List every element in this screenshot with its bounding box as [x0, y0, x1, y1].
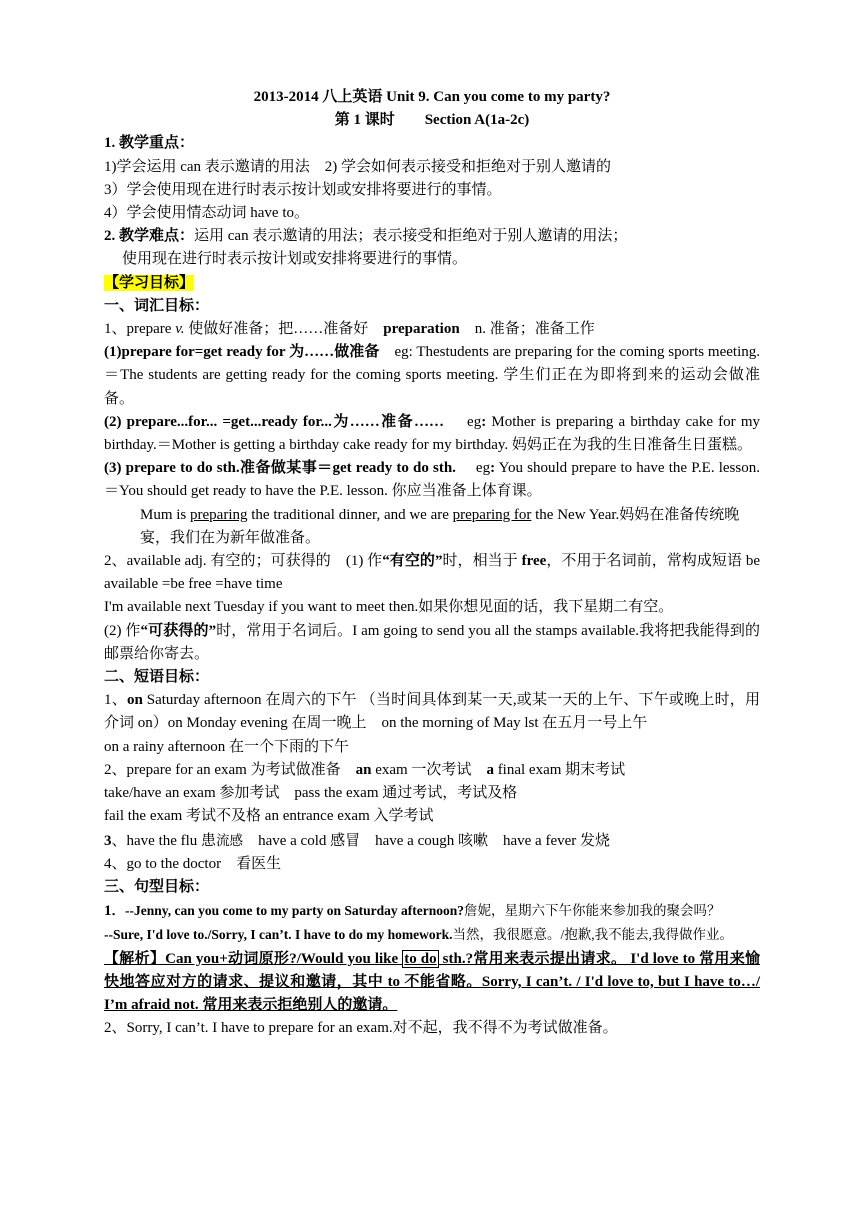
vocab-quote: “有空的”	[382, 553, 443, 570]
example-underlined: preparing	[190, 506, 248, 523]
usage-phrase: (1)prepare for=get ready for 为……做准备	[104, 344, 380, 361]
phrase-text: have a cold 感冒 have a cough 咳嗽 have a fever 发烧	[243, 832, 611, 849]
vocab-text: 1、prepare	[104, 321, 176, 338]
phrases-line-2	[104, 759, 760, 782]
phrase-text: 2、prepare for an exam 为考试做准备	[104, 761, 356, 778]
analysis-text: 【解析】Can you+动词原形?/Would you like	[104, 950, 403, 967]
vocab-text: 2、available adj. 有空的；可获得的 (1) 作	[104, 553, 383, 570]
phrases-line-1b: on a rainy afternoon 在一个下雨的下午	[104, 738, 349, 755]
sentence-english: --Sure, I'd love to./Sorry, I can’t. I have to do my homework.	[104, 927, 453, 943]
usage-phrase: (2) prepare...for... =get...ready for...为……准备……	[104, 413, 445, 430]
phrase-text: 流感	[216, 832, 244, 848]
usage-eg: eg	[444, 413, 482, 430]
phrases-line-3	[104, 829, 760, 853]
analysis-text: sth.?常用来表示提出请求。 I'd love to 常用来愉快地答应对方的请求、提议和邀请，其中 to 不能省略。Sorry, I can’t. / I'd love to, but I have to…/ I’m afraid not. 常用来表示拒绝别人的邀请。	[104, 950, 761, 1013]
vocab-mum-example	[104, 504, 760, 550]
analysis-note	[104, 948, 760, 1018]
phrases-line-2b: take/have an exam 参加考试 pass the exam 通过考试，考试及格	[104, 785, 518, 802]
phrase-text: exam 一次考试	[371, 761, 487, 778]
sentence-number: 1	[104, 903, 112, 920]
vocab-usage-1	[104, 341, 760, 411]
sentences-heading: 三、句型目标：	[104, 878, 210, 895]
vocab-word: free	[521, 553, 547, 570]
key-point-line: 4）学会使用情态动词 have to。	[104, 205, 309, 222]
vocab-text: (2) 作	[104, 622, 141, 639]
difficult-points	[104, 225, 760, 248]
sentence-1-question	[104, 899, 760, 923]
key-points-heading: 1. 教学重点：	[104, 135, 195, 152]
phrase-text: 、have the flu 患	[111, 832, 217, 849]
vocab-text: ，不用于名词前，常构成短语 be available =be free =have time	[104, 553, 760, 593]
vocab-available	[104, 550, 760, 596]
usage-example: eg: Thestudents are preparing for the coming sports meeting.＝The students are getting ready for the coming sports meeting. 学生们正在为即将到来的运动会做准备。	[104, 344, 760, 407]
document-page	[104, 86, 760, 1040]
usage-colon: :	[490, 460, 496, 477]
vocab-usage-3	[104, 457, 760, 503]
difficult-points-heading: 2. 教学难点：	[104, 228, 195, 245]
sentence-english: ．--Jenny, can you come to my party on Saturday afternoon?	[111, 903, 464, 919]
sentence-chinese: 当然，我很愿意。/抱歉,我不能去,我得做作业。	[452, 927, 734, 943]
example-text: Mum is	[140, 506, 191, 523]
phrase-text: 1、	[104, 692, 127, 709]
vocab-text: n. 准备；准备工作	[459, 321, 595, 338]
vocab-text: 时，常用于名词后。I am going to send you all the stamps available.我将把我能得到的邮票给你寄去。	[104, 622, 760, 662]
vocab-word: preparation	[383, 321, 460, 338]
vocab-available-example: I'm available next Tuesday if you want to meet then.如果你想见面的话，我下星期二有空。	[104, 599, 674, 616]
example-underlined: preparing for	[452, 506, 532, 523]
document-title: 2013-2014 八上英语 Unit 9. Can you come to my party?	[253, 89, 611, 105]
phrases-line-4: 4、go to the doctor 看医生	[104, 855, 282, 872]
sentence-1-answer	[104, 923, 760, 947]
phrases-line-1	[104, 689, 760, 735]
usage-colon: :	[481, 413, 487, 430]
phrases-heading: 二、短语目标：	[104, 669, 210, 686]
vocab-pos: v.	[175, 321, 185, 338]
phrase-keyword: on	[126, 692, 143, 709]
vocab-prepare	[104, 318, 760, 341]
goals-tag-line	[104, 272, 760, 295]
goals-tag: 【学习目标】	[104, 274, 195, 291]
usage-phrase: (3) prepare to do sth.准备做某事＝get ready to do sth.	[104, 460, 456, 477]
vocab-usage-2	[104, 411, 760, 457]
phrase-keyword: an	[355, 761, 372, 778]
phrase-text: final exam 期末考试	[493, 761, 626, 778]
usage-example: You should prepare to have the P.E. lesson.＝You should get ready to have the P.E. lesson. 你应当准备上体育课。	[104, 460, 760, 500]
vocab-heading: 一、词汇目标：	[104, 297, 210, 314]
document-subtitle: 第 1 课时 Section A(1a-2c)	[334, 112, 530, 129]
usage-example: Mother is preparing a birthday cake for my birthday.＝Mother is getting a birthday cake ready for my birthday. 妈妈正在为我的生日准备生日蛋糕。	[104, 413, 760, 454]
vocab-text: 使做好准备；把……准备好	[184, 321, 384, 338]
sentence-chinese: 詹妮，星期六下午你能来参加我的聚会吗？	[464, 903, 721, 919]
difficult-points-text: 运用 can 表示邀请的用法；表示接受和拒绝对于别人邀请的用法；	[194, 228, 628, 245]
vocab-quote: “可获得的”	[140, 622, 217, 639]
phrase-text: Saturday afternoon 在周六的下午 （当时间具体到某一天,或某一天的上午、下午或晚上时，用介词 on）on Monday evening 在周一晚上 on the morning of May lst 在五月一号上午	[104, 692, 760, 732]
usage-eg: eg	[455, 460, 491, 477]
sentence-2: 2、Sorry, I can’t. I have to prepare for an exam.对不起，我不得不为考试做准备。	[104, 1020, 618, 1037]
difficult-points-line2: 使用现在进行时表示按计划或安排将要进行的事情。	[122, 251, 468, 268]
key-point-line: 3）学会使用现在进行时表示按计划或安排将要进行的事情。	[104, 181, 502, 198]
phrase-keyword: a	[486, 761, 494, 778]
analysis-boxed: to do	[404, 950, 437, 967]
example-text: the traditional dinner, and we are	[247, 506, 453, 523]
example-text: the New Year.妈妈在准备传统晚宴，我们在为新年做准备。	[140, 506, 740, 546]
phrases-line-2c: fail the exam 考试不及格 an entrance exam 入学考试	[104, 808, 434, 825]
phrase-number: 3	[104, 832, 112, 849]
vocab-available-2	[104, 620, 760, 666]
vocab-text: 时，相当于	[442, 553, 522, 570]
key-point-line: 1)学会运用 can 表示邀请的用法 2) 学会如何表示接受和拒绝对于别人邀请的	[104, 158, 612, 175]
